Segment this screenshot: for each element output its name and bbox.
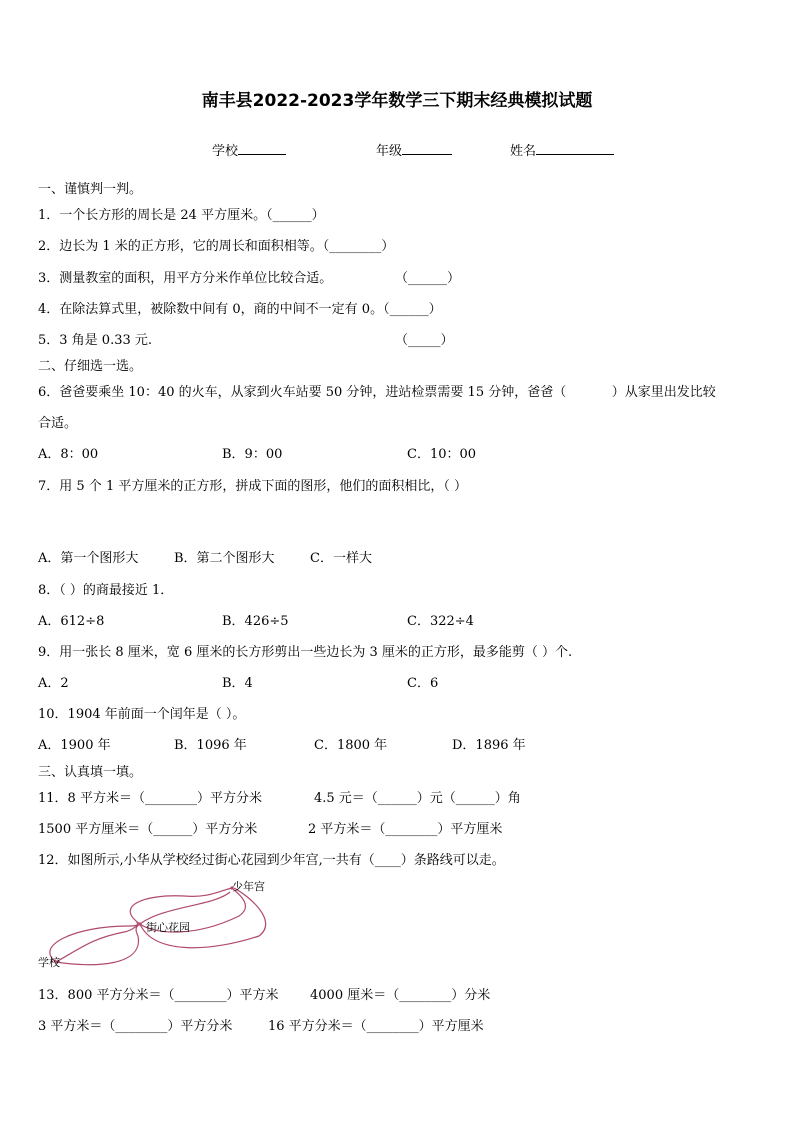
q8-option-a[interactable]: A．612÷8 [38,614,105,629]
question-11c: 1500 平方厘米＝（______）平方分米 [38,822,258,837]
question-3-answer[interactable]: （______） [395,271,461,286]
name-blank[interactable] [536,142,614,155]
q6-option-a[interactable]: A．8：00 [38,447,99,462]
question-11d: 2 平方米＝（________）平方厘米 [308,822,503,837]
question-2: 2．边长为 1 米的正方形，它的周长和面积相等。（________） [38,239,395,254]
q10-option-a[interactable]: A．1900 年 [38,738,111,753]
q9-option-a[interactable]: A．2 [38,676,69,691]
q7-option-c[interactable]: C．一样大 [310,551,372,566]
garden-point [138,922,141,925]
garden-label: 街心花园 [146,921,190,934]
name-field [510,140,614,159]
q8-option-b[interactable]: B．426÷5 [222,614,289,629]
school-label: 学校 [212,144,239,159]
q9-option-c[interactable]: C．6 [407,676,439,691]
question-5-answer[interactable]: （_____） [395,333,454,348]
q10-option-d[interactable]: D．1896 年 [452,738,526,753]
question-5: 5．3 角是 0.33 元. [38,333,153,348]
question-6-blank[interactable] [566,385,611,400]
name-label: 姓名 [510,144,537,159]
question-6-text: 6．爸爸要乘坐 10：40 的火车，从家到火车站要 50 分钟，进站检票需要 15 分钟，爸爸（ [38,385,567,400]
route-path-1 [50,923,138,962]
question-4: 4．在除法算式里，被除数中间有 0，商的中间不一定有 0。（______） [38,302,442,317]
section-heading-2: 二、仔细选一选。 [38,359,143,374]
grade-label: 年级 [376,144,403,159]
question-11a: 11．8 平方米＝（________）平方分米 [38,791,262,806]
school-blank[interactable] [238,142,286,155]
grade-blank[interactable] [402,142,452,155]
question-6-text-end: ）从家里出发比较 [611,385,716,400]
page-title: 南丰县2022-2023学年数学三下期末经典模拟试题 [201,91,593,111]
question-13b: 4000 厘米＝（________）分米 [310,988,491,1003]
q9-option-b[interactable]: B．4 [222,676,253,691]
q7-option-b[interactable]: B．第二个图形大 [174,551,275,566]
q10-option-b[interactable]: B．1096 年 [174,738,247,753]
grade-field [376,140,452,159]
question-3: 3．测量教室的面积，用平方分米作单位比较合适。 [38,271,333,286]
question-8: 8．（ ）的商最接近 1． [38,583,174,598]
question-12: 12．如图所示,小华从学校经过街心花园到少年宫,一共有（____）条路线可以走。 [38,853,505,868]
question-13a: 13．800 平方分米＝（________）平方米 [38,988,279,1003]
q6-option-b[interactable]: B．9：00 [222,447,283,462]
section-heading-1: 一、谨慎判一判。 [38,182,143,197]
question-9: 9．用一张长 8 厘米，宽 6 厘米的长方形剪出一些边长为 3 厘米的正方形，最多能剪（ ）个. [38,645,573,660]
question-13d: 16 平方分米＝（________）平方厘米 [268,1019,484,1034]
question-7: 7．用 5 个 1 平方厘米的正方形，拼成下面的图形，他们的面积相比，（ ） [38,479,467,494]
question-6-line1 [38,385,716,401]
question-11b: 4.5 元＝（______）元（______）角 [314,791,521,806]
route-path-4 [130,888,232,924]
question-1: 1．一个长方形的周长是 24 平方厘米。（______） [38,208,325,223]
school-field [212,140,286,159]
q6-option-c[interactable]: C．10：00 [407,447,477,462]
route-diagram [34,876,284,976]
route-path-2 [56,924,140,965]
route-path-3 [56,925,138,962]
palace-label: 少年宫 [232,880,265,893]
q10-option-c[interactable]: C．1800 年 [314,738,388,753]
q7-option-a[interactable]: A．第一个图形大 [38,551,139,566]
question-6-line2: 合适。 [38,416,78,431]
section-heading-3: 三、认真填一填。 [38,765,143,780]
q8-option-c[interactable]: C．322÷4 [407,614,474,629]
question-13c: 3 平方米＝（________）平方分米 [38,1019,233,1034]
question-10: 10．1904 年前面一个闰年是（ ）。 [38,707,246,722]
school-label: 学校 [38,956,60,969]
